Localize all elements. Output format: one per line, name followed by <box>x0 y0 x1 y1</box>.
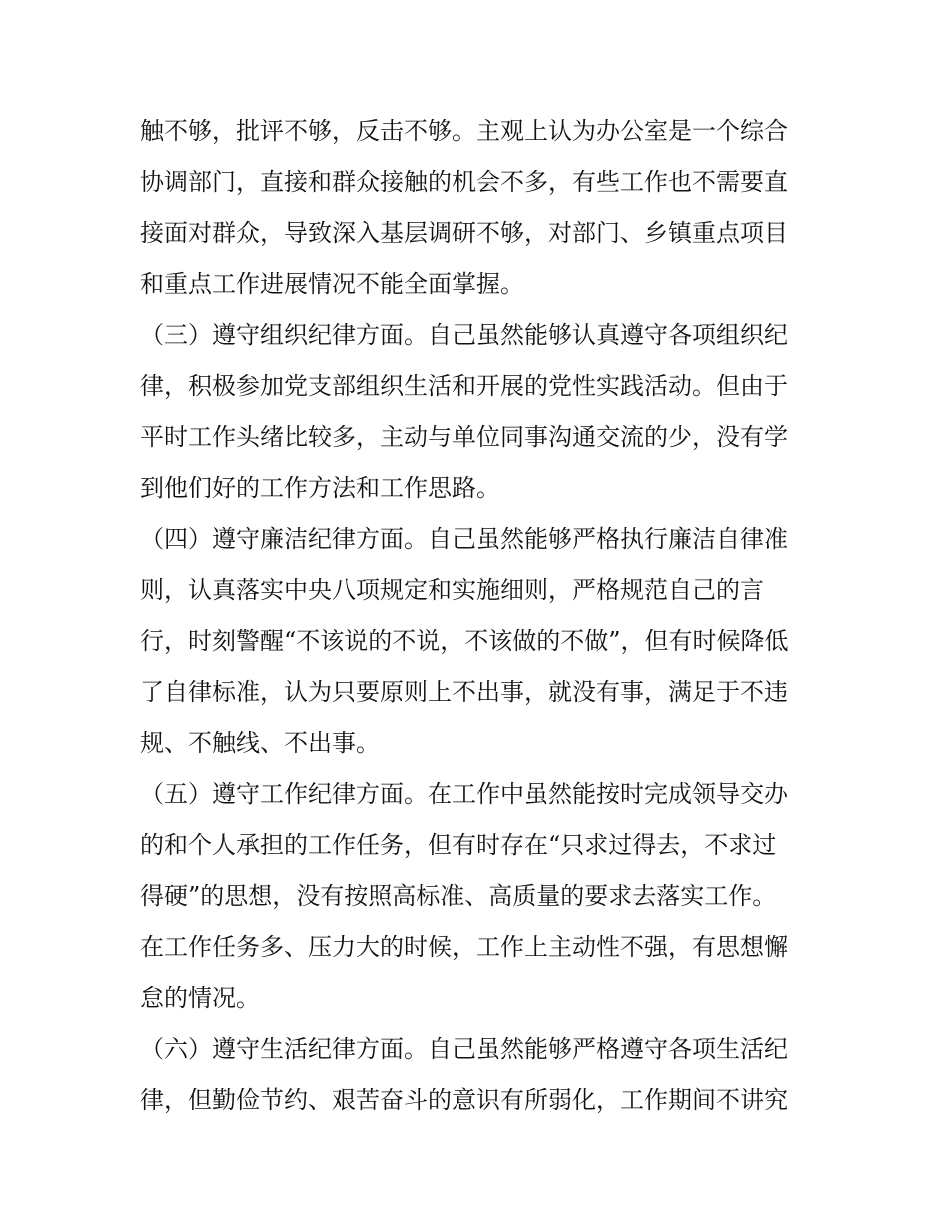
text-line: 怠的情况。 <box>140 984 260 1012</box>
text-line: 的和个人承担的工作任务，但有时存在“只求过得去，不求过 <box>140 831 777 859</box>
section-heading-line: （四）遵守廉洁纪律方面。自己虽然能够严格执行廉洁自律准 <box>140 525 788 553</box>
text-line: 接面对群众，导致深入基层调研不够，对部门、乡镇重点项目 <box>140 219 788 247</box>
text-line: 协调部门，直接和群众接触的机会不多，有些工作也不需要直 <box>140 168 788 196</box>
text-line: 律，积极参加党支部组织生活和开展的党性实践活动。但由于 <box>140 372 788 400</box>
text-line: 规、不触线、不出事。 <box>140 729 380 757</box>
text-line: 在工作任务多、压力大的时候，工作上主动性不强，有思想懈 <box>140 933 788 961</box>
document-body <box>140 106 812 1126</box>
section-heading-line: （五）遵守工作纪律方面。在工作中虽然能按时完成领导交办 <box>140 780 788 808</box>
text-line: 触不够，批评不够，反击不够。主观上认为办公室是一个综合 <box>140 117 788 145</box>
text-line: 得硬”的思想，没有按照高标准、高质量的要求去落实工作。 <box>140 882 777 910</box>
text-line: 到他们好的工作方法和工作思路。 <box>140 474 500 502</box>
text-line: 行，时刻警醒“不该说的不说，不该做的不做”，但有时候降低 <box>140 627 789 655</box>
text-line: 平时工作头绪比较多，主动与单位同事沟通交流的少，没有学 <box>140 423 788 451</box>
section-heading-line: （三）遵守组织纪律方面。自己虽然能够认真遵守各项组织纪 <box>140 321 788 349</box>
section-heading-line: （六）遵守生活纪律方面。自己虽然能够严格遵守各项生活纪 <box>140 1035 788 1063</box>
text-line: 则，认真落实中央八项规定和实施细则，严格规范自己的言 <box>140 576 764 604</box>
text-line: 和重点工作进展情况不能全面掌握。 <box>140 270 524 298</box>
text-line: 了自律标准，认为只要原则上不出事，就没有事，满足于不违 <box>140 678 788 706</box>
text-line: 律，但勤俭节约、艰苦奋斗的意识有所弱化，工作期间不讲究 <box>140 1086 788 1114</box>
